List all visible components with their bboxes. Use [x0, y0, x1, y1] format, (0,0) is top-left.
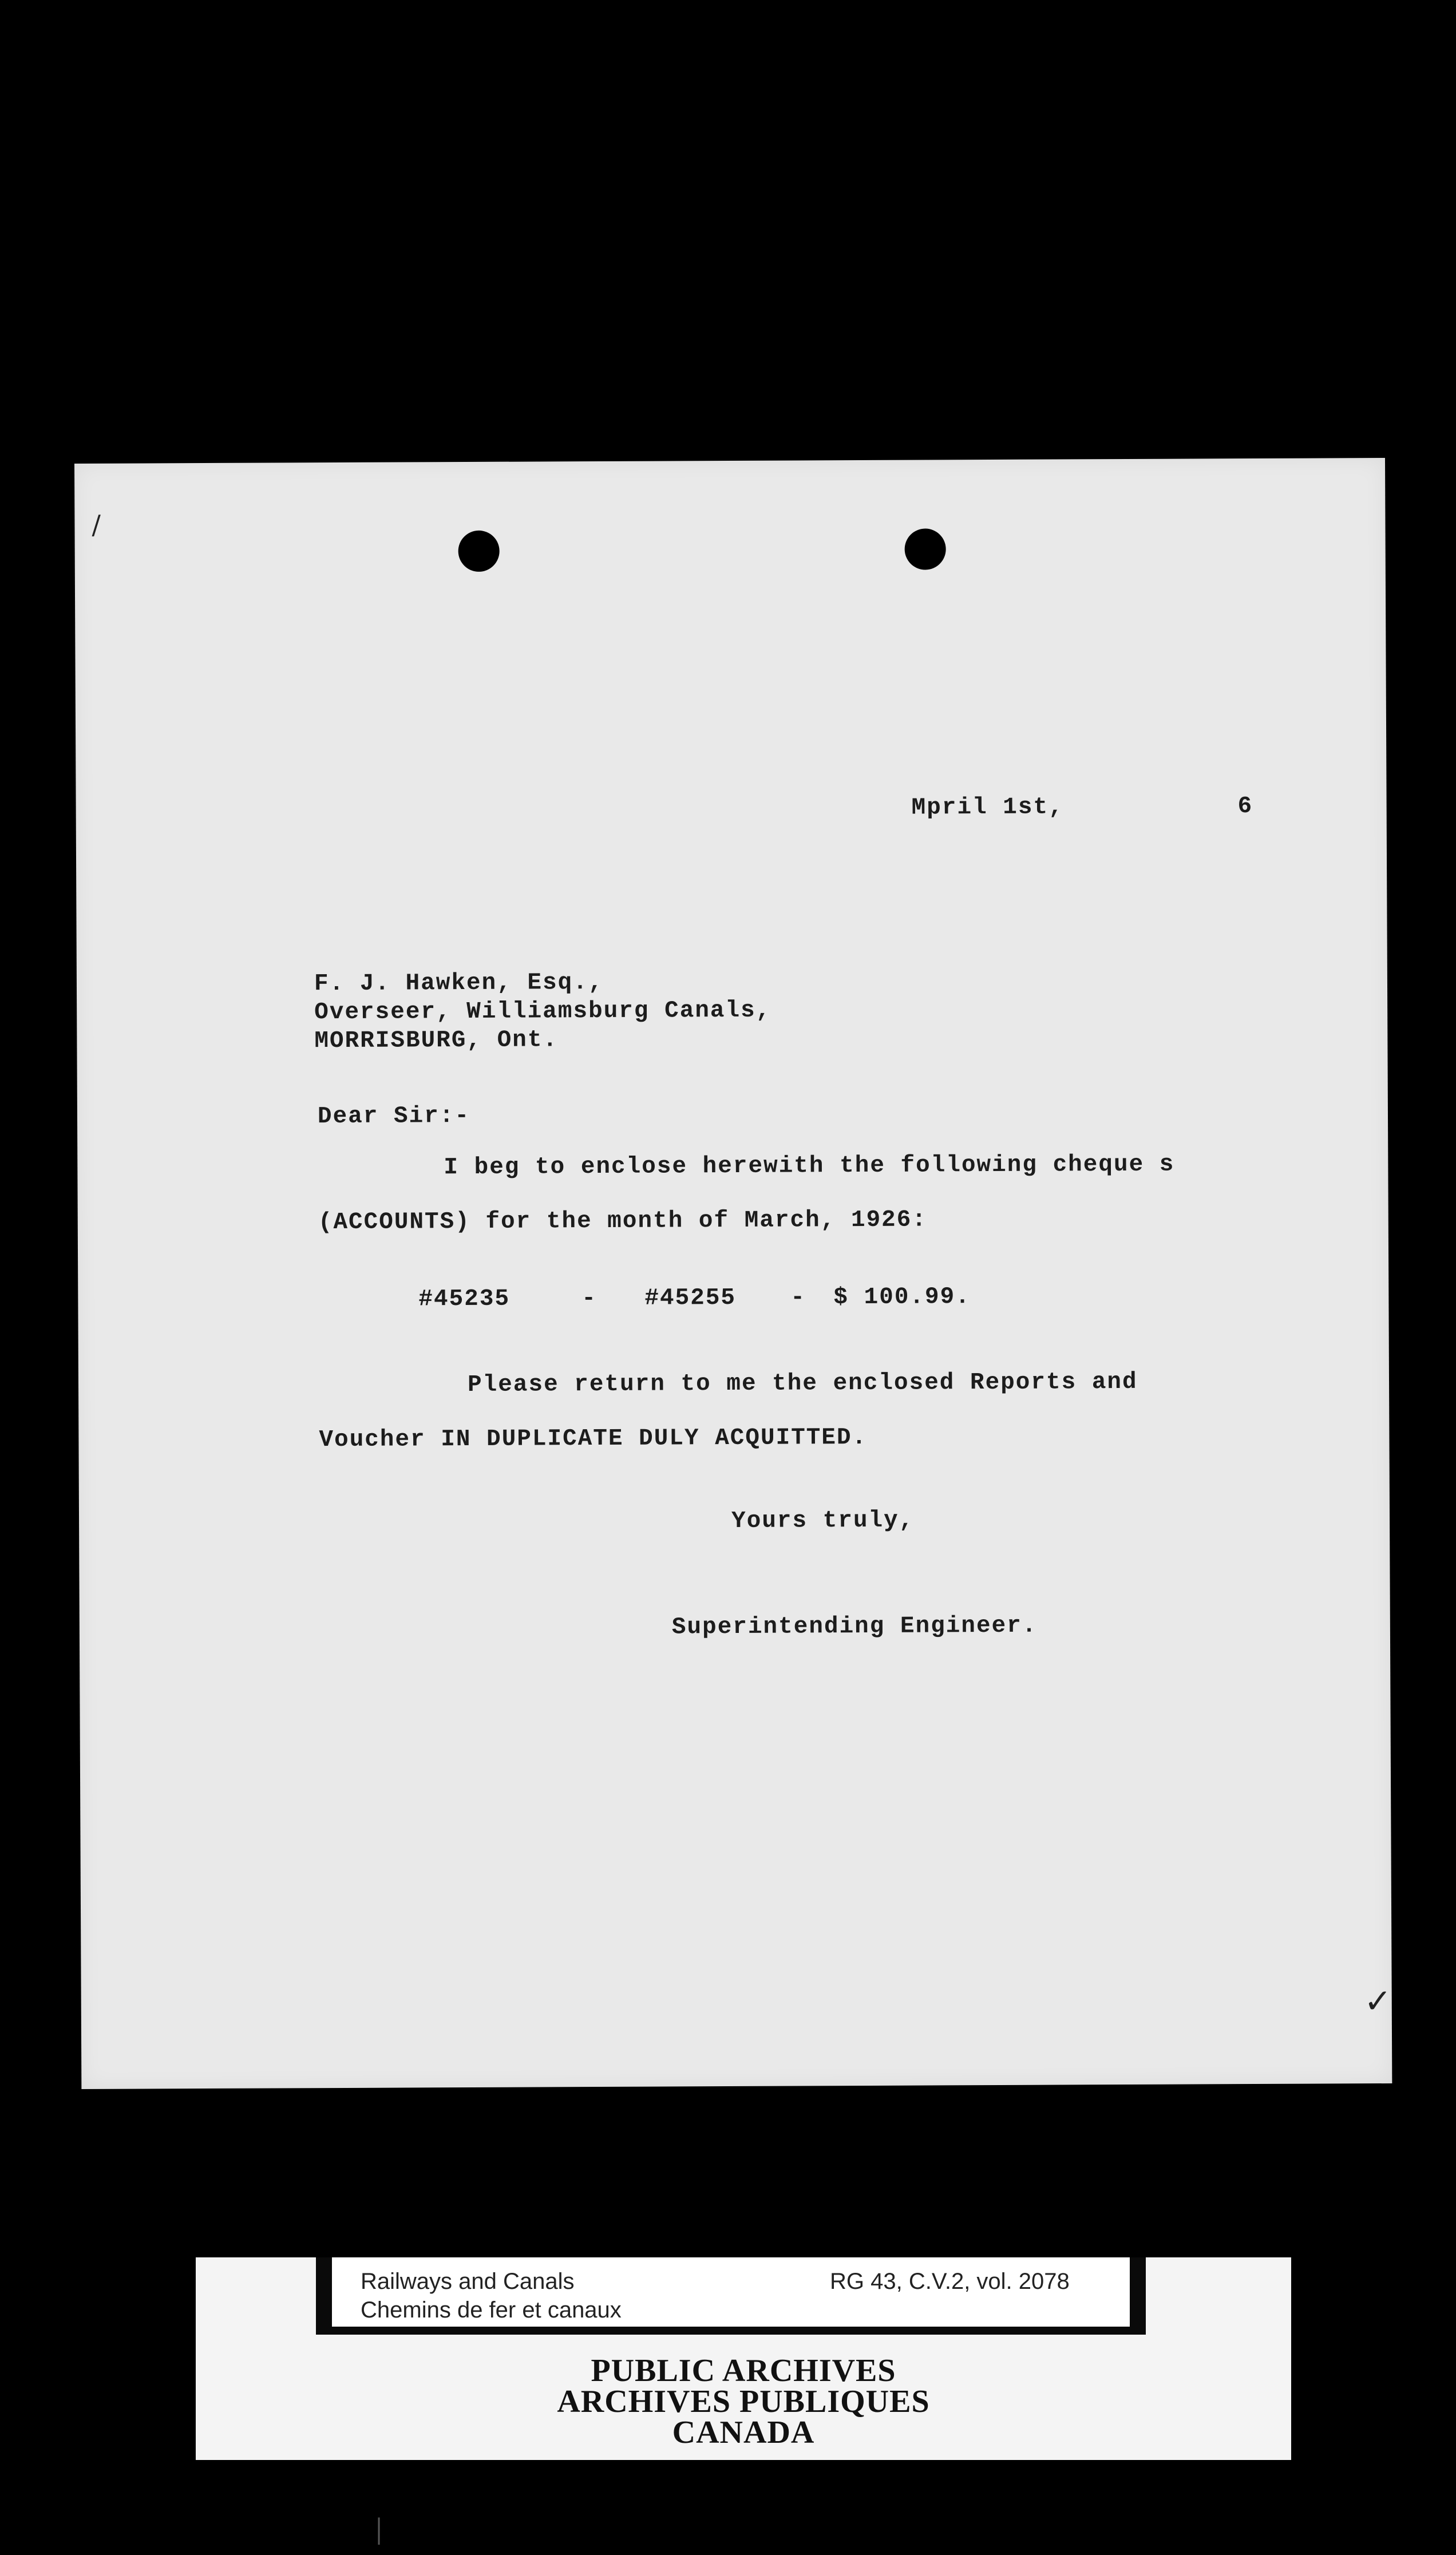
punch-hole-right: [905, 528, 946, 569]
body-line-4: Voucher IN DUPLICATE DULY ACQUITTED.: [319, 1424, 868, 1454]
addressee-name: F. J. Hawken, Esq.,: [314, 969, 604, 998]
cheque-separator-2: -: [790, 1284, 806, 1311]
body-line-3: Please return to me the enclosed Reports and: [467, 1369, 1138, 1399]
body-line-1: I beg to enclose herewith the following cheque s: [444, 1151, 1175, 1181]
archive-title-country: CANADA: [672, 2415, 815, 2450]
corner-check-mark: ✓: [1363, 1981, 1392, 2021]
archive-reference-number: RG 43, C.V.2, vol. 2078: [830, 2269, 1070, 2294]
salutation: Dear Sir:-: [317, 1102, 470, 1130]
letter-date: Mpril 1st,: [911, 794, 1064, 821]
department-french: Chemins de fer et canaux: [361, 2297, 622, 2323]
letter-sheet: [74, 458, 1392, 2089]
addressee-title: Overseer, Williamsburg Canals,: [314, 997, 771, 1026]
addressee-location: MORRISBURG, Ont.: [314, 1027, 559, 1055]
archive-reference-label: [316, 2257, 1146, 2335]
corner-tick-mark: /: [92, 509, 101, 540]
page-number: 6: [1237, 793, 1253, 820]
body-line-2: (ACCOUNTS) for the month of March, 1926:: [318, 1207, 928, 1236]
archive-title-english: PUBLIC ARCHIVES: [591, 2353, 896, 2388]
cheque-to: #45255: [644, 1284, 737, 1312]
punch-hole-left: [458, 531, 500, 572]
archive-title-french: ARCHIVES PUBLIQUES: [557, 2384, 930, 2419]
closing: Yours truly,: [731, 1507, 915, 1535]
scan-edge-mark: │: [372, 2518, 386, 2545]
cheque-from: #45235: [418, 1286, 511, 1313]
archive-caption-card: [196, 2257, 1291, 2460]
cheque-separator-1: -: [581, 1286, 598, 1312]
department-english: Railways and Canals: [361, 2269, 575, 2294]
cheque-amount: $ 100.99.: [833, 1284, 971, 1311]
signature-title: Superintending Engineer.: [671, 1612, 1038, 1641]
